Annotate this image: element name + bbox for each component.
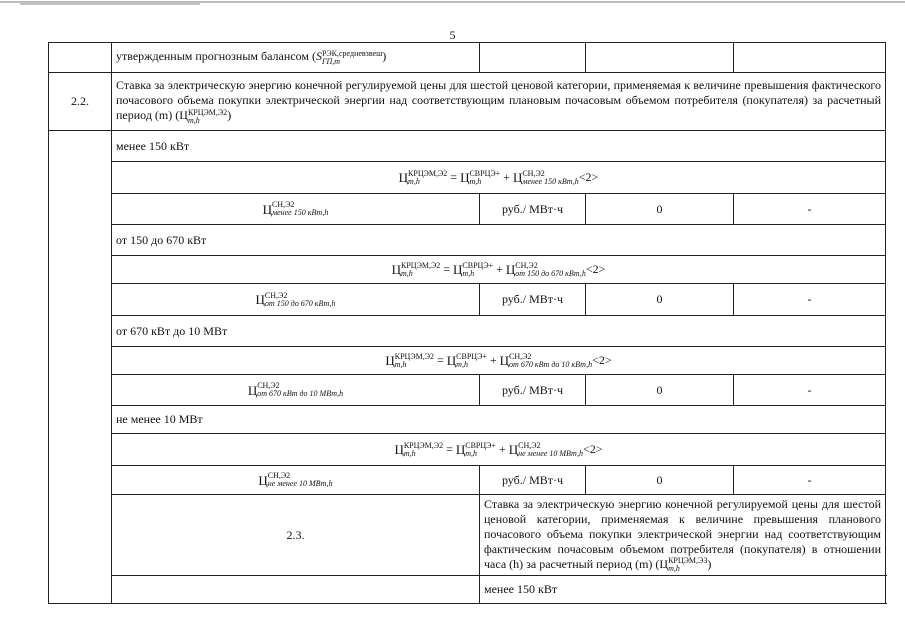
value-cell: 0 xyxy=(586,375,734,406)
extra-cell: - xyxy=(734,466,886,495)
value-cell-empty xyxy=(586,43,734,73)
value-row-symbol xyxy=(112,284,480,316)
extra-cell-empty xyxy=(734,43,886,73)
value-cell: 0 xyxy=(586,194,734,225)
number-cell-empty xyxy=(112,576,480,604)
formula-lhs-indices xyxy=(401,262,440,278)
formula-lhs-sup: КРЦЭМ,Э2 xyxy=(401,260,441,270)
balance-text-cell xyxy=(112,43,480,73)
formula-lhs-indices xyxy=(408,170,447,186)
footnote-ref: <2> xyxy=(583,442,603,457)
formula-b-sup: СН,Э2 xyxy=(522,168,545,178)
formula-term-b-indices xyxy=(509,353,592,369)
section-2-2-sup: КРЦЭМ,Э2 xyxy=(187,107,228,117)
formula-term-a: Ц xyxy=(453,262,463,278)
formula-term-b: Ц xyxy=(505,262,516,278)
number-column-filler xyxy=(49,131,112,604)
section-number: 2.2. xyxy=(49,73,112,131)
unit-cell: руб./ МВт·ч xyxy=(480,194,586,225)
tariff-table xyxy=(48,42,886,604)
formula xyxy=(112,256,886,284)
formula-equals: = xyxy=(446,442,453,457)
formula-plus: + xyxy=(498,442,506,457)
section-2-2-indices xyxy=(188,109,227,125)
formula-a-sub: m,h xyxy=(469,176,482,186)
formula-term-a-indices xyxy=(469,170,500,186)
balance-sub: ГП,m xyxy=(321,56,341,66)
extra-cell: - xyxy=(734,284,886,316)
formula-row xyxy=(49,347,886,375)
formula-a-sup: СВРЦЭ+ xyxy=(465,440,496,450)
row-sup: СН,Э2 xyxy=(264,290,288,300)
formula-term-a: Ц xyxy=(455,442,466,458)
value-row-symbol xyxy=(112,375,480,406)
formula-b-sub: менее 150 кВт,h xyxy=(522,176,579,186)
row-sup: СН,Э2 xyxy=(271,200,295,210)
unit-cell: руб./ МВт·ч xyxy=(480,375,586,406)
page-number: 5 xyxy=(449,28,456,42)
number-cell-empty xyxy=(49,43,112,73)
extra-cell: - xyxy=(734,194,886,225)
formula-a-sup: СВРЦЭ+ xyxy=(456,351,487,361)
formula-row xyxy=(49,162,886,194)
balance-indices xyxy=(322,50,382,66)
formula-lhs-indices xyxy=(404,442,443,458)
formula-equals: = xyxy=(450,170,458,185)
row-indices xyxy=(272,201,328,217)
section-2-3-text: Ставка за электрическую энергию конечной регулируемой цены для шестой ценовой категории, применяемая к величине превышения планового почасового объема покупки электрической энергии над соответствующим фактическим почасовым объемом потребителя (покупателя) в отношении часа (h) за расчетный период (m) ( xyxy=(484,497,881,571)
group-label-row xyxy=(49,576,886,604)
table-row-section-2-2 xyxy=(49,73,886,131)
section-2-3-sub: m,h xyxy=(668,564,680,574)
section-2-2-text: Ставка за электрическую энергию конечной регулируемой цены для шестой ценовой категории, применяемая к величине превышения фактического почасового объема покупки электрической энергии над соответствующим плановым почасовым объемом потребителя (покупателя) за расчетный период (m) ( xyxy=(116,78,881,123)
formula-b-sub: от 150 до 670 кВт,h xyxy=(515,268,586,278)
formula-equals: = xyxy=(443,262,451,277)
formula-term-b-indices xyxy=(515,262,586,278)
row-indices xyxy=(268,472,333,488)
group-label: не менее 10 МВт xyxy=(112,406,886,434)
formula-plus: + xyxy=(496,262,503,277)
formula-lhs-sup: КРЦЭМ,Э2 xyxy=(394,351,434,361)
group-label: менее 150 кВт xyxy=(112,131,886,162)
value-row xyxy=(49,466,886,495)
unit-cell: руб./ МВт·ч xyxy=(480,284,586,316)
balance-sup: РЭК,средневзвеш xyxy=(321,48,383,58)
formula xyxy=(112,434,886,466)
formula-row xyxy=(49,256,886,284)
section-2-3-indices xyxy=(668,557,707,573)
formula-lhs: Ц xyxy=(394,442,404,458)
footnote-ref: <2> xyxy=(585,262,606,277)
row-sup: СН,Э2 xyxy=(267,471,291,481)
balance-symbol: S xyxy=(315,49,322,64)
section-2-3-sup: КРЦЭМ,Э3 xyxy=(668,556,708,566)
footnote-ref: <2> xyxy=(578,170,599,185)
row-symbol: Ц xyxy=(262,201,272,217)
balance-text: утвержденным прогнозным балансом ( xyxy=(116,49,316,64)
row-symbol: Ц xyxy=(247,382,258,398)
section-2-2-symbol: Ц xyxy=(179,108,188,123)
formula-term-a-indices xyxy=(465,442,496,458)
value-row xyxy=(49,375,886,406)
formula-a-sup: СВРЦЭ+ xyxy=(469,168,501,178)
formula-plus: + xyxy=(489,353,497,368)
group-label: от 670 кВт до 10 МВт xyxy=(112,316,886,347)
table-row-balance xyxy=(49,43,886,73)
section-2-2-close: ) xyxy=(227,108,232,123)
group-label: от 150 до 670 кВт xyxy=(112,225,886,256)
formula-lhs-sup: КРЦЭМ,Э2 xyxy=(403,440,444,450)
group-label-row xyxy=(49,406,886,434)
row-symbol: Ц xyxy=(258,472,268,488)
formula-plus: + xyxy=(503,170,510,185)
scan-edge-mark xyxy=(20,3,200,5)
formula-lhs: Ц xyxy=(391,262,401,278)
section-2-2-description xyxy=(112,73,886,131)
formula-a-sub: m,h xyxy=(465,448,478,458)
formula-term-a: Ц xyxy=(446,353,457,369)
value-row xyxy=(49,194,886,225)
formula-b-sup: СН,Э2 xyxy=(515,260,538,270)
formula-b-sup: СН,Э2 xyxy=(509,351,532,361)
formula-lhs: Ц xyxy=(398,170,409,186)
formula-lhs-sub: m,h xyxy=(408,176,420,186)
group-label: менее 150 кВт xyxy=(480,576,886,604)
footnote-ref: <2> xyxy=(592,353,612,368)
formula-term-a: Ц xyxy=(460,170,470,186)
formula-term-b-indices xyxy=(518,442,583,458)
formula-term-b: Ц xyxy=(512,170,523,186)
unit-cell-empty xyxy=(480,43,586,73)
row-indices xyxy=(257,382,343,398)
formula-term-b: Ц xyxy=(499,353,510,369)
table-row-section-2-3 xyxy=(49,495,886,576)
row-sup: СН,Э2 xyxy=(257,381,280,391)
section-number: 2.3. xyxy=(112,495,480,576)
formula-lhs-sup: КРЦЭМ,Э2 xyxy=(408,168,448,178)
group-label-row xyxy=(49,131,886,162)
row-sub: от 670 кВт до 10 МВт,h xyxy=(257,389,344,399)
formula-lhs-sub: m,h xyxy=(401,268,413,278)
formula-equals: = xyxy=(437,353,444,368)
formula-a-sup: СВРЦЭ+ xyxy=(462,260,494,270)
row-sub: от 150 до 670 кВт,h xyxy=(264,298,336,308)
formula-row xyxy=(49,434,886,466)
row-sub: менее 150 кВт,h xyxy=(271,208,329,218)
section-2-2-sub: m,h xyxy=(187,115,200,125)
value-row xyxy=(49,284,886,316)
formula-lhs-indices xyxy=(395,353,434,369)
value-row-symbol xyxy=(112,194,480,225)
unit-cell: руб./ МВт·ч xyxy=(480,466,586,495)
formula-term-b: Ц xyxy=(508,442,519,458)
section-2-3-close: ) xyxy=(707,557,712,571)
formula-b-sup: СН,Э2 xyxy=(518,440,541,450)
formula-lhs-sub: m,h xyxy=(394,359,407,369)
value-cell: 0 xyxy=(586,466,734,495)
formula-term-a-indices xyxy=(462,262,493,278)
formula-b-sub: от 670 кВт до 10 кВт,h xyxy=(509,359,593,369)
row-indices xyxy=(265,292,336,308)
value-row-symbol xyxy=(112,466,480,495)
extra-cell: - xyxy=(734,375,886,406)
row-sub: не менее 10 МВт,h xyxy=(267,479,333,489)
formula-a-sub: m,h xyxy=(462,268,475,278)
formula-b-sub: не менее 10 МВт,h xyxy=(518,448,583,458)
row-symbol: Ц xyxy=(255,292,265,308)
value-cell: 0 xyxy=(586,284,734,316)
formula-lhs: Ц xyxy=(385,353,395,369)
formula xyxy=(112,162,886,194)
formula-term-a-indices xyxy=(456,353,487,369)
group-label-row xyxy=(49,316,886,347)
balance-close: ) xyxy=(382,49,387,64)
section-2-3-description xyxy=(480,495,886,576)
formula xyxy=(112,347,886,375)
formula-lhs-sub: m,h xyxy=(403,448,416,458)
formula-term-b-indices xyxy=(522,170,578,186)
group-label-row xyxy=(49,225,886,256)
section-2-3-symbol: Ц xyxy=(659,557,669,571)
formula-a-sub: m,h xyxy=(456,359,468,369)
